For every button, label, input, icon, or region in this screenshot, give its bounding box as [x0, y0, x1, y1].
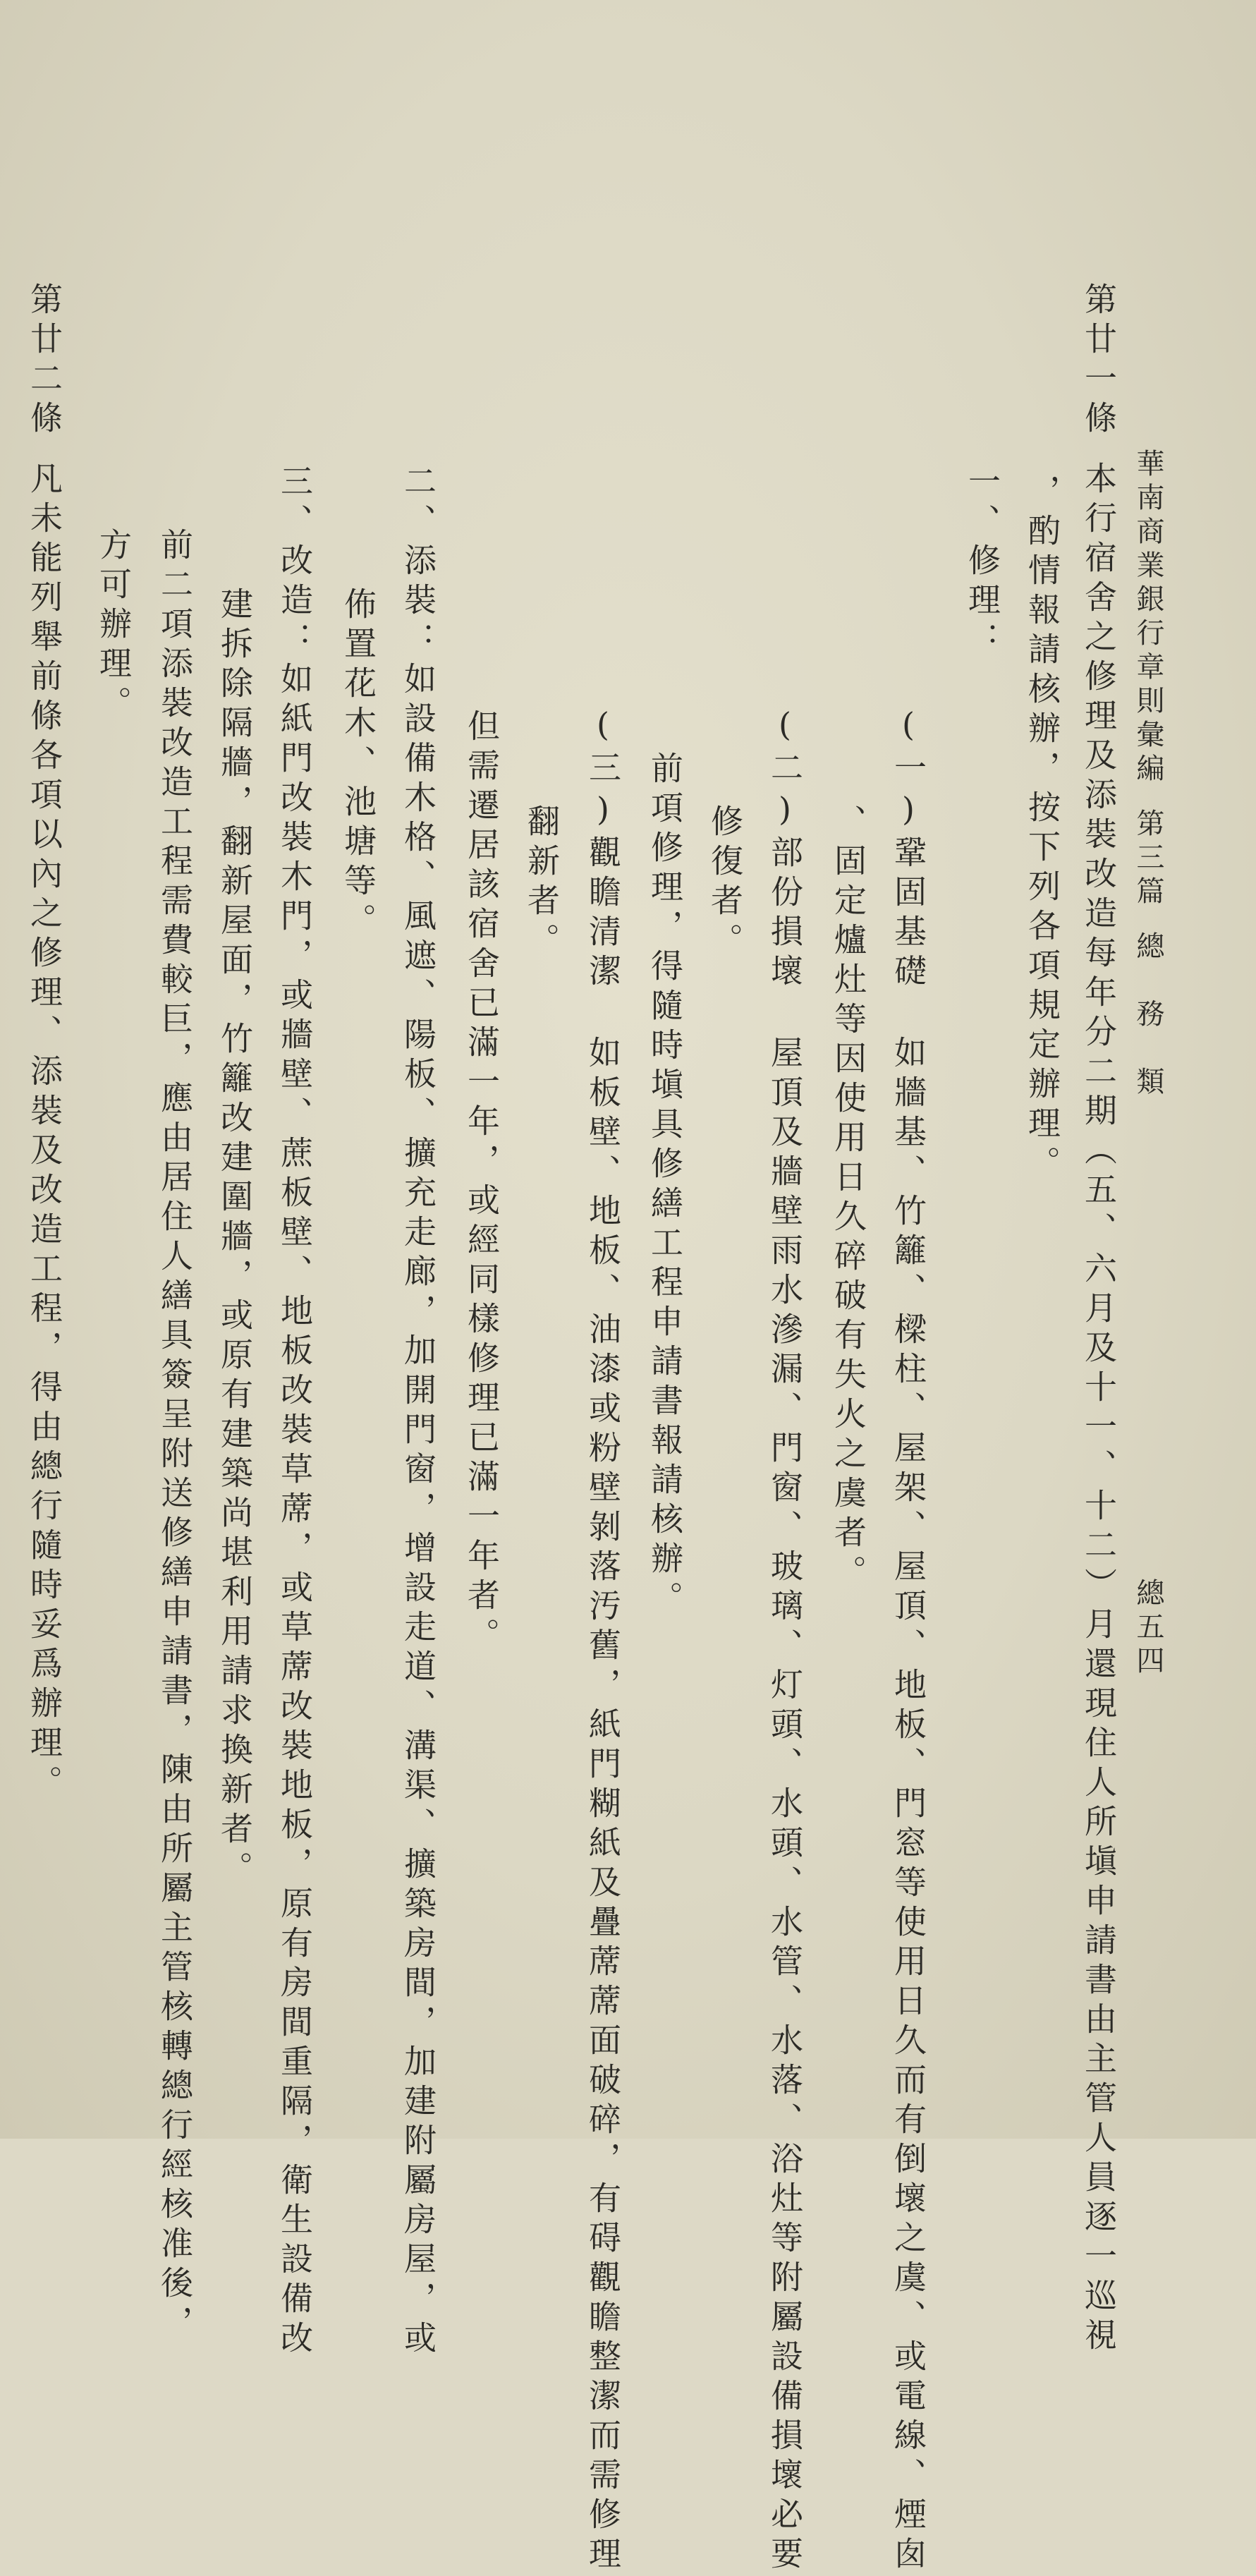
item-1-text: 如牆基、竹籬、樑柱、屋架、屋頂、地板、門窓等使用日久而有倒壞之虞、或電線、煙囱 [889, 1035, 927, 2576]
article-21-line-2: ，酌情報請核辦，按下列各項規定辦理。 [1023, 474, 1061, 1185]
repair-heading: 一、修理： [963, 464, 1001, 662]
book-title: 華南商業銀行章則彙編 [1132, 449, 1164, 787]
item-2-line-1 [766, 705, 804, 2576]
section-label: 第三篇 [1132, 808, 1164, 910]
remodel-line-4: 方可辦理。 [94, 528, 133, 725]
install-line-1: 二、添裝：如設備木格、風遮、陽板、擴充走廊，加開門窗，增設走道、溝渠、擴築房間，加建附屬房屋，或 [399, 464, 437, 2360]
article-22-number: 第廿二條 [25, 282, 63, 440]
item-3-line-1 [584, 705, 622, 2576]
repair-condition: 但需遷居該宿舍已滿一年，或經同樣修理已滿一年者。 [463, 709, 501, 1657]
item-1-label: (一)鞏固基礎 [889, 705, 927, 993]
page-number: 總五四 [1132, 1578, 1164, 1679]
remodel-line-3: 前二項添裝改造工程需費較巨，應由居住人繕具簽呈附送修繕申請書，陳由所屬主管核轉總行經核准後， [156, 528, 194, 2345]
item-2-text: 屋頂及牆壁雨水滲漏、門窗、玻璃、灯頭、水頭、水管、水落、浴灶等附屬設備損壞必要 [766, 1035, 804, 2576]
remodel-line-1: 三、改造：如紙門改裝木門，或牆壁、蔗板壁、地板改裝草蓆，或草蓆改裝地板，原有房間重隔，衛生設備改 [276, 464, 314, 2360]
running-header [1134, 449, 1162, 1100]
article-22-line-1 [25, 282, 63, 1804]
install-line-2: 佈置花木、池塘等。 [339, 587, 377, 942]
category-label: 總 務 類 [1132, 931, 1164, 1100]
item-3-line-2: 翻新者。 [523, 804, 561, 962]
article-21-number: 第廿一條 [1080, 282, 1118, 440]
repair-note: 前項修理，得隨時塡具修繕工程申請書報請核辦。 [646, 751, 684, 1620]
article-22-text: 凡未能列舉前條各項以內之修理、添裝及改造工程，得由總行隨時妥爲辦理。 [25, 461, 63, 1804]
item-1-line-2: 、固定爐灶等因使用日久碎破有失火之虞者。 [829, 804, 867, 1594]
item-3-text: 如板壁、地板、油漆或粉壁剝落汚舊，紙門糊紙及疊蓆蓆面破碎，有碍觀瞻整潔而需修理 [584, 1035, 622, 2576]
remodel-line-2: 建拆除隔牆，翻新屋面，竹籬改建圍牆，或原有建築尚堪利用請求換新者。 [216, 587, 254, 1890]
article-21-intro: 本行宿舍之修理及添裝改造每年分二期（五、六月及十一、十二）月還現住人所塡申請書由主管人員逐一巡視 [1080, 461, 1118, 2357]
article-21-line-1 [1080, 282, 1118, 2357]
item-3-label: (三)觀瞻清潔 [584, 705, 622, 993]
item-2-line-2: 修復者。 [706, 804, 744, 962]
item-2-label: (二)部份損壞 [766, 705, 804, 993]
item-1-line-1 [889, 705, 927, 2576]
